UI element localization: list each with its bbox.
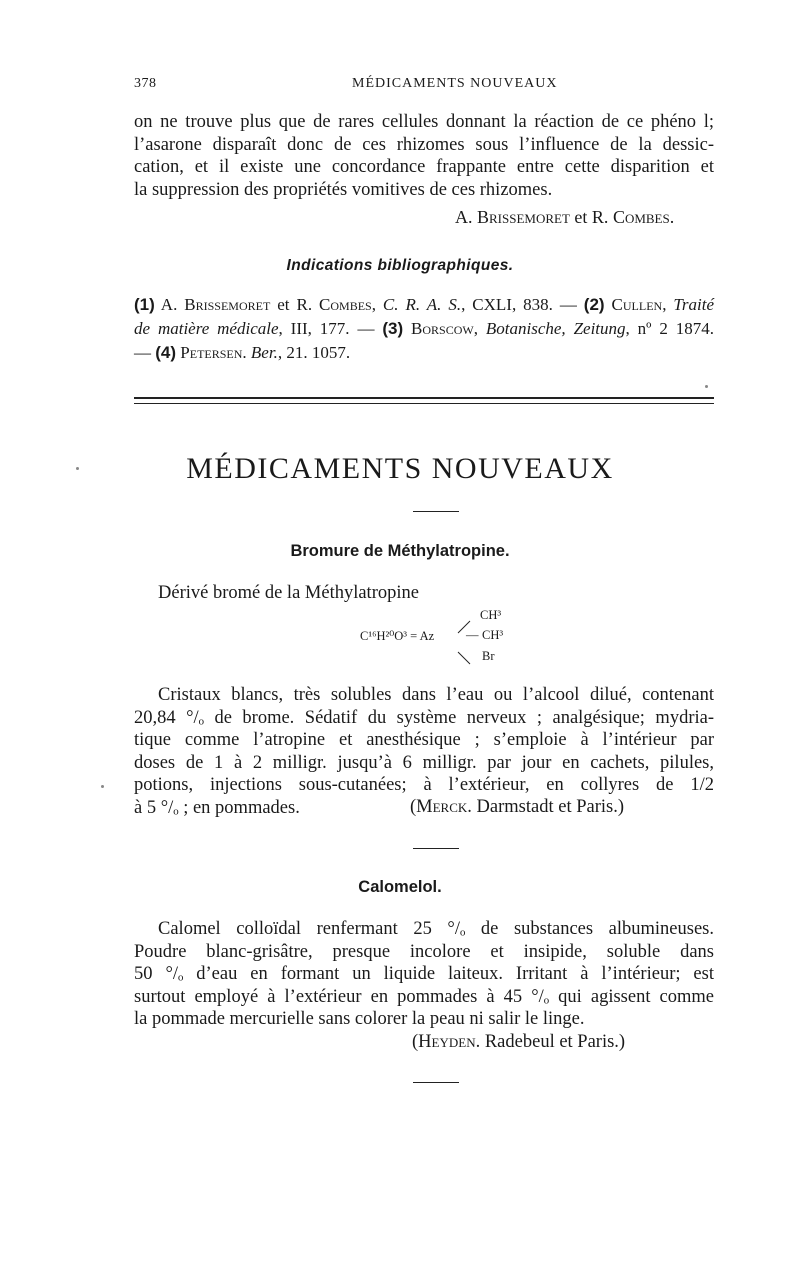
source-paren: (	[412, 1032, 419, 1052]
reference-text: A.	[154, 295, 185, 314]
text-line: 50 °/ₒ d’eau en formant un liquide laiteux. Irritant à l’intérieur; est	[134, 964, 714, 984]
text-line: doses de 1 à 2 milligr. jusqu’à 6 milligr. par jour en cachets, pilules,	[134, 752, 714, 773]
ornament-rule	[413, 1082, 459, 1083]
manufacturer-name: Heyden	[418, 1032, 476, 1052]
text-line: on ne trouve plus que de rares cellules donnant la réaction de ce phéno l;	[134, 112, 714, 132]
entry-description	[134, 918, 714, 1031]
reference-text: ,	[473, 319, 486, 338]
signature-conjunction: et	[569, 207, 592, 227]
running-title: MÉDICAMENTS NOUVEAUX	[352, 76, 558, 91]
formula-bottom-group: Br	[482, 649, 495, 663]
reference-number: (4)	[155, 343, 177, 362]
text-line: potions, injections sous-cutanées; à l’extérieur, en collyres de 1/2	[134, 775, 714, 795]
reference-text: , 21. 1057.	[277, 343, 351, 362]
manufacturer-name: Merck	[416, 797, 468, 817]
scan-speck	[76, 467, 79, 470]
formula-left: C¹⁶H²⁰O³ = Az	[360, 629, 435, 643]
reference-text: , CXLI, 838. —	[461, 295, 584, 314]
reference-text: , nº 2 1874.	[625, 319, 715, 338]
signature-initial: R.	[591, 207, 613, 227]
text-line: l’asarone disparaît donc de ces rhizomes sous l’influence de la dessic-	[134, 134, 714, 155]
text-line: surtout employé à l’extérieur en pommades à 45 °/ₒ qui agissent comme	[134, 986, 714, 1007]
reference-journal: C. R. A. S.	[382, 295, 462, 314]
formula-dash: —	[466, 628, 479, 642]
reference-book: Traité	[673, 295, 715, 314]
author-name: Brissemoret	[477, 207, 570, 227]
entry-title: Calomelol.	[358, 878, 442, 896]
bibliography-line	[134, 341, 714, 365]
formula-top-group: CH³	[480, 608, 502, 622]
ornament-rule	[413, 511, 459, 512]
signature-initial: A.	[455, 207, 477, 227]
reference-journal: Botanische, Zeitung	[485, 319, 626, 338]
entry-source	[412, 1032, 625, 1053]
bibliography-line	[134, 317, 714, 341]
author-signature	[455, 207, 674, 228]
reference-text: ,	[371, 295, 383, 314]
reference-text	[403, 319, 411, 338]
reference-author: Petersen	[180, 343, 243, 362]
intro-paragraph	[134, 111, 714, 201]
chemical-formula	[360, 608, 560, 673]
section-divider-thick	[134, 397, 714, 399]
scan-speck	[101, 785, 104, 788]
scan-speck	[705, 385, 708, 388]
reference-author: Brissemoret	[184, 295, 271, 314]
bibliography-heading: Indications bibliographiques.	[286, 257, 514, 274]
text-line: cation, et il existe une concordance frappante entre cette disparition et	[134, 157, 714, 177]
reference-text: —	[134, 343, 156, 362]
reference-number: (2)	[583, 295, 605, 314]
text-line: la pommade mercurielle sans colorer la peau ni salir le linge.	[134, 1009, 585, 1029]
reference-number: (3)	[382, 319, 404, 338]
text-line: la suppression des propriétés vomitives de ces rhizomes.	[134, 179, 553, 200]
reference-text: , III, 177. —	[278, 319, 383, 338]
page-number: 378	[134, 76, 157, 91]
text-line: à 5 °/ₒ ; en pommades.	[134, 797, 300, 818]
signature-period: .	[669, 207, 675, 227]
reference-text: .	[242, 343, 251, 362]
text-line: 20,84 °/ₒ de brome. Sédatif du système nerveux ; analgésique; mydria-	[134, 707, 714, 728]
entry-title: Bromure de Méthylatropine.	[290, 542, 510, 560]
text-line: Calomel colloïdal renfermant 25 °/ₒ de substances albumineuses.	[158, 919, 714, 939]
reference-journal: Ber.	[250, 343, 278, 362]
text-line: Cristaux blancs, très solubles dans l’eau ou l’alcool dilué, contenant	[158, 685, 714, 705]
running-header	[134, 76, 714, 98]
section-divider-thin	[134, 403, 714, 404]
reference-number: (1)	[134, 295, 155, 314]
text-line: Poudre blanc-grisâtre, presque incolore et insipide, soluble dans	[134, 941, 714, 962]
source-paren: (	[410, 797, 417, 817]
reference-book: de matière médicale	[134, 319, 279, 338]
bibliography	[134, 293, 714, 365]
reference-text	[605, 295, 612, 314]
reference-author: Cullen	[611, 295, 663, 314]
ornament-rule	[413, 848, 459, 849]
formula-mid-group: CH³	[482, 628, 504, 642]
author-name: Combes	[612, 207, 670, 227]
reference-author: Borscow	[411, 319, 474, 338]
source-location: . Radebeul et Paris.)	[475, 1032, 626, 1052]
reference-text: ,	[662, 295, 674, 314]
section-title: MÉDICAMENTS NOUVEAUX	[186, 452, 614, 485]
source-location: . Darmstadt et Paris.)	[467, 797, 624, 817]
bibliography-line	[134, 293, 714, 317]
entry-source	[410, 797, 624, 818]
reference-author: Combes	[319, 295, 372, 314]
formula-lead: Dérivé bromé de la Méthylatropine	[158, 583, 419, 603]
reference-text: et R.	[270, 295, 320, 314]
text-line: tique comme l’atropine et anesthésique ; s’emploie à l’intérieur par	[134, 730, 714, 750]
